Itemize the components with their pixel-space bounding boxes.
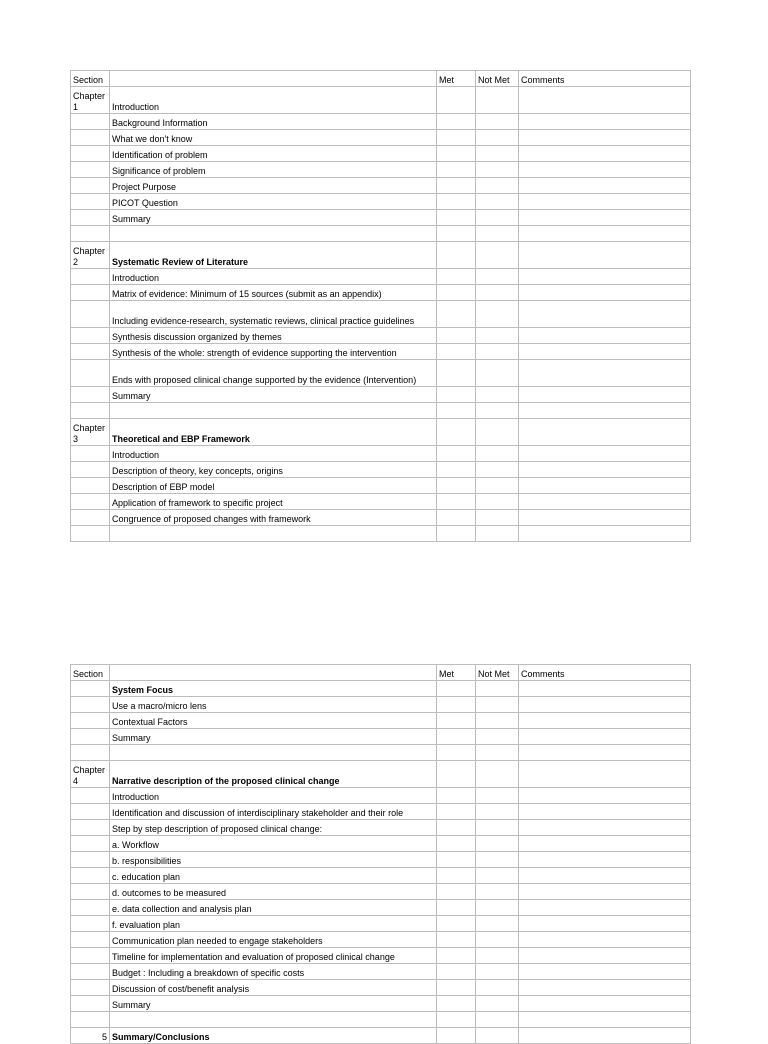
item-cell — [110, 226, 437, 242]
table-row — [71, 1028, 691, 1044]
section-cell — [71, 788, 110, 804]
table-row — [71, 900, 691, 916]
not-met-cell[interactable] — [476, 178, 519, 194]
table-row — [71, 948, 691, 964]
comments-cell[interactable] — [519, 1012, 691, 1028]
comments-cell[interactable] — [519, 130, 691, 146]
item-cell: Budget : Including a breakdown of specific costs — [110, 964, 437, 980]
comments-cell[interactable] — [519, 478, 691, 494]
item-cell: f. evaluation plan — [110, 916, 437, 932]
section-cell — [71, 1012, 110, 1028]
table-row — [71, 87, 691, 114]
item-cell: Project Purpose — [110, 178, 437, 194]
not-met-cell[interactable] — [476, 916, 519, 932]
not-met-cell[interactable] — [476, 761, 519, 788]
comments-cell[interactable] — [519, 419, 691, 446]
not-met-cell[interactable] — [476, 1012, 519, 1028]
item-cell: Summary/Conclusions — [110, 1028, 437, 1044]
not-met-cell[interactable] — [476, 162, 519, 178]
table-row — [71, 494, 691, 510]
section-cell — [71, 729, 110, 745]
met-cell[interactable] — [437, 697, 476, 713]
item-cell: Ends with proposed clinical change supported by the evidence (Intervention) — [110, 360, 437, 387]
rubric-table-1 — [70, 70, 691, 542]
section-cell — [71, 900, 110, 916]
table-row — [71, 804, 691, 820]
section-cell — [71, 884, 110, 900]
comments-cell[interactable] — [519, 681, 691, 697]
section-cell — [71, 526, 110, 542]
table-row — [71, 884, 691, 900]
met-cell[interactable] — [437, 729, 476, 745]
table-row — [71, 114, 691, 130]
met-cell[interactable] — [437, 162, 476, 178]
not-met-cell[interactable] — [476, 226, 519, 242]
section-cell — [71, 344, 110, 360]
item-cell: Narrative description of the proposed clinical change — [110, 761, 437, 788]
met-cell[interactable] — [437, 1012, 476, 1028]
comments-cell[interactable] — [519, 788, 691, 804]
item-cell: Congruence of proposed changes with framework — [110, 510, 437, 526]
table-row — [71, 285, 691, 301]
section-cell — [71, 697, 110, 713]
section-cell — [71, 226, 110, 242]
table-row — [71, 761, 691, 788]
met-cell[interactable] — [437, 804, 476, 820]
item-cell: Matrix of evidence: Minimum of 15 sources (submit as an appendix) — [110, 285, 437, 301]
item-cell: Synthesis of the whole: strength of evidence supporting the intervention — [110, 344, 437, 360]
section-cell — [71, 269, 110, 285]
section-cell — [71, 301, 110, 328]
item-cell: Significance of problem — [110, 162, 437, 178]
comments-cell[interactable] — [519, 948, 691, 964]
item-cell: Communication plan needed to engage stakeholders — [110, 932, 437, 948]
met-cell[interactable] — [437, 745, 476, 761]
header-met: Met — [437, 665, 476, 681]
not-met-cell[interactable] — [476, 788, 519, 804]
not-met-cell[interactable] — [476, 948, 519, 964]
item-cell: What we don't know — [110, 130, 437, 146]
met-cell[interactable] — [437, 494, 476, 510]
section-cell — [71, 964, 110, 980]
section-cell — [71, 387, 110, 403]
header-not-met: Not Met — [476, 665, 519, 681]
table-row — [71, 446, 691, 462]
comments-cell[interactable] — [519, 745, 691, 761]
met-cell[interactable] — [437, 301, 476, 328]
table-row — [71, 301, 691, 328]
item-cell: Application of framework to specific project — [110, 494, 437, 510]
met-cell[interactable] — [437, 130, 476, 146]
section-cell: Chapter 1 — [71, 87, 110, 114]
not-met-cell[interactable] — [476, 836, 519, 852]
table-row — [71, 868, 691, 884]
not-met-cell[interactable] — [476, 745, 519, 761]
table-row — [71, 146, 691, 162]
item-cell: Introduction — [110, 87, 437, 114]
section-cell — [71, 194, 110, 210]
table-row — [71, 130, 691, 146]
table-row — [71, 526, 691, 542]
comments-cell[interactable] — [519, 900, 691, 916]
section-cell — [71, 328, 110, 344]
not-met-cell[interactable] — [476, 360, 519, 387]
not-met-cell[interactable] — [476, 446, 519, 462]
item-cell: Identification and discussion of interdisciplinary stakeholder and their role — [110, 804, 437, 820]
met-cell[interactable] — [437, 510, 476, 526]
table-row — [71, 419, 691, 446]
section-cell — [71, 852, 110, 868]
section-cell — [71, 996, 110, 1012]
not-met-cell[interactable] — [476, 301, 519, 328]
met-cell[interactable] — [437, 980, 476, 996]
comments-cell[interactable] — [519, 713, 691, 729]
table-row — [71, 697, 691, 713]
met-cell[interactable] — [437, 836, 476, 852]
not-met-cell[interactable] — [476, 900, 519, 916]
item-cell: Summary — [110, 729, 437, 745]
section-cell — [71, 916, 110, 932]
table-row — [71, 745, 691, 761]
section-cell — [71, 713, 110, 729]
item-cell: Including evidence-research, systematic reviews, clinical practice guidelines — [110, 301, 437, 328]
rubric-table-2 — [70, 664, 691, 1044]
item-cell: Background Information — [110, 114, 437, 130]
comments-cell[interactable] — [519, 852, 691, 868]
table-row — [71, 729, 691, 745]
met-cell[interactable] — [437, 446, 476, 462]
met-cell[interactable] — [437, 713, 476, 729]
comments-cell[interactable] — [519, 328, 691, 344]
section-cell: Chapter 2 — [71, 242, 110, 269]
comments-cell[interactable] — [519, 964, 691, 980]
header-row — [71, 665, 691, 681]
section-cell — [71, 403, 110, 419]
table-row — [71, 713, 691, 729]
comments-cell[interactable] — [519, 494, 691, 510]
not-met-cell[interactable] — [476, 344, 519, 360]
item-cell: Synthesis discussion organized by themes — [110, 328, 437, 344]
section-cell — [71, 114, 110, 130]
met-cell[interactable] — [437, 964, 476, 980]
item-cell: Identification of problem — [110, 146, 437, 162]
met-cell[interactable] — [437, 948, 476, 964]
section-cell: Chapter 3 — [71, 419, 110, 446]
comments-cell[interactable] — [519, 178, 691, 194]
table-row — [71, 836, 691, 852]
table-row — [71, 996, 691, 1012]
header-comments: Comments — [519, 665, 691, 681]
table-row — [71, 360, 691, 387]
item-cell: Summary — [110, 210, 437, 226]
section-cell: 5 — [71, 1028, 110, 1044]
not-met-cell[interactable] — [476, 964, 519, 980]
comments-cell[interactable] — [519, 162, 691, 178]
not-met-cell[interactable] — [476, 852, 519, 868]
met-cell[interactable] — [437, 868, 476, 884]
met-cell[interactable] — [437, 526, 476, 542]
not-met-cell[interactable] — [476, 462, 519, 478]
not-met-cell[interactable] — [476, 419, 519, 446]
item-cell: Discussion of cost/benefit analysis — [110, 980, 437, 996]
table-row — [71, 478, 691, 494]
item-cell: Description of EBP model — [110, 478, 437, 494]
header-met: Met — [437, 71, 476, 87]
item-cell: Summary — [110, 387, 437, 403]
comments-cell[interactable] — [519, 87, 691, 114]
table-row — [71, 852, 691, 868]
not-met-cell[interactable] — [476, 403, 519, 419]
item-cell: Summary — [110, 996, 437, 1012]
met-cell[interactable] — [437, 462, 476, 478]
table-row — [71, 932, 691, 948]
table-row — [71, 980, 691, 996]
item-cell: Step by step description of proposed clinical change: — [110, 820, 437, 836]
item-cell: c. education plan — [110, 868, 437, 884]
met-cell[interactable] — [437, 852, 476, 868]
item-cell: Use a macro/micro lens — [110, 697, 437, 713]
not-met-cell[interactable] — [476, 713, 519, 729]
comments-cell[interactable] — [519, 510, 691, 526]
met-cell[interactable] — [437, 387, 476, 403]
section-cell: Chapter 4 — [71, 761, 110, 788]
comments-cell[interactable] — [519, 146, 691, 162]
item-cell: Theoretical and EBP Framework — [110, 419, 437, 446]
header-not-met: Not Met — [476, 71, 519, 87]
section-cell — [71, 178, 110, 194]
table-row — [71, 328, 691, 344]
header-comments: Comments — [519, 71, 691, 87]
section-cell — [71, 478, 110, 494]
not-met-cell[interactable] — [476, 980, 519, 996]
section-cell — [71, 130, 110, 146]
comments-cell[interactable] — [519, 884, 691, 900]
section-cell — [71, 446, 110, 462]
table-row — [71, 242, 691, 269]
table-row — [71, 269, 691, 285]
table-row — [71, 916, 691, 932]
met-cell[interactable] — [437, 269, 476, 285]
met-cell[interactable] — [437, 210, 476, 226]
not-met-cell[interactable] — [476, 130, 519, 146]
comments-cell[interactable] — [519, 820, 691, 836]
comments-cell[interactable] — [519, 932, 691, 948]
met-cell[interactable] — [437, 900, 476, 916]
comments-cell[interactable] — [519, 387, 691, 403]
table-row — [71, 194, 691, 210]
comments-cell[interactable] — [519, 301, 691, 328]
item-cell: b. responsibilities — [110, 852, 437, 868]
section-cell — [71, 804, 110, 820]
comments-cell[interactable] — [519, 1028, 691, 1044]
item-cell — [110, 745, 437, 761]
section-cell — [71, 948, 110, 964]
met-cell[interactable] — [437, 344, 476, 360]
section-cell — [71, 210, 110, 226]
comments-cell[interactable] — [519, 446, 691, 462]
comments-cell[interactable] — [519, 269, 691, 285]
not-met-cell[interactable] — [476, 697, 519, 713]
item-cell — [110, 526, 437, 542]
comments-cell[interactable] — [519, 242, 691, 269]
section-cell — [71, 462, 110, 478]
not-met-cell[interactable] — [476, 194, 519, 210]
met-cell[interactable] — [437, 242, 476, 269]
table-row — [71, 510, 691, 526]
comments-cell[interactable] — [519, 210, 691, 226]
comments-cell[interactable] — [519, 462, 691, 478]
not-met-cell[interactable] — [476, 328, 519, 344]
section-cell — [71, 494, 110, 510]
not-met-cell[interactable] — [476, 269, 519, 285]
item-cell: Timeline for implementation and evaluation of proposed clinical change — [110, 948, 437, 964]
not-met-cell[interactable] — [476, 285, 519, 301]
item-cell: Introduction — [110, 269, 437, 285]
met-cell[interactable] — [437, 360, 476, 387]
table-row — [71, 178, 691, 194]
met-cell[interactable] — [437, 178, 476, 194]
met-cell[interactable] — [437, 285, 476, 301]
item-cell: System Focus — [110, 681, 437, 697]
not-met-cell[interactable] — [476, 510, 519, 526]
met-cell[interactable] — [437, 996, 476, 1012]
section-cell — [71, 285, 110, 301]
not-met-cell[interactable] — [476, 387, 519, 403]
header-row — [71, 71, 691, 87]
comments-cell[interactable] — [519, 980, 691, 996]
met-cell[interactable] — [437, 916, 476, 932]
table-row — [71, 226, 691, 242]
comments-cell[interactable] — [519, 729, 691, 745]
met-cell[interactable] — [437, 194, 476, 210]
section-cell — [71, 820, 110, 836]
item-cell: Systematic Review of Literature — [110, 242, 437, 269]
section-cell — [71, 932, 110, 948]
not-met-cell[interactable] — [476, 494, 519, 510]
comments-cell[interactable] — [519, 697, 691, 713]
met-cell[interactable] — [437, 146, 476, 162]
met-cell[interactable] — [437, 114, 476, 130]
not-met-cell[interactable] — [476, 681, 519, 697]
met-cell[interactable] — [437, 788, 476, 804]
section-cell — [71, 980, 110, 996]
comments-cell[interactable] — [519, 526, 691, 542]
section-cell — [71, 360, 110, 387]
table-row — [71, 788, 691, 804]
comments-cell[interactable] — [519, 360, 691, 387]
comments-cell[interactable] — [519, 194, 691, 210]
comments-cell[interactable] — [519, 916, 691, 932]
section-cell — [71, 510, 110, 526]
table-row — [71, 162, 691, 178]
not-met-cell[interactable] — [476, 804, 519, 820]
table-row — [71, 462, 691, 478]
section-cell — [71, 868, 110, 884]
item-cell — [110, 403, 437, 419]
not-met-cell[interactable] — [476, 478, 519, 494]
table-row — [71, 820, 691, 836]
not-met-cell[interactable] — [476, 996, 519, 1012]
not-met-cell[interactable] — [476, 526, 519, 542]
section-cell — [71, 162, 110, 178]
not-met-cell[interactable] — [476, 884, 519, 900]
comments-cell[interactable] — [519, 226, 691, 242]
header-item — [110, 71, 437, 87]
section-cell — [71, 681, 110, 697]
met-cell[interactable] — [437, 328, 476, 344]
section-cell — [71, 146, 110, 162]
met-cell[interactable] — [437, 820, 476, 836]
item-cell: Contextual Factors — [110, 713, 437, 729]
not-met-cell[interactable] — [476, 1028, 519, 1044]
met-cell[interactable] — [437, 681, 476, 697]
met-cell[interactable] — [437, 403, 476, 419]
item-cell: e. data collection and analysis plan — [110, 900, 437, 916]
item-cell: Description of theory, key concepts, origins — [110, 462, 437, 478]
comments-cell[interactable] — [519, 836, 691, 852]
comments-cell[interactable] — [519, 403, 691, 419]
met-cell[interactable] — [437, 761, 476, 788]
met-cell[interactable] — [437, 419, 476, 446]
comments-cell[interactable] — [519, 285, 691, 301]
met-cell[interactable] — [437, 87, 476, 114]
comments-cell[interactable] — [519, 114, 691, 130]
header-section: Section — [71, 71, 110, 87]
not-met-cell[interactable] — [476, 868, 519, 884]
item-cell: PICOT Question — [110, 194, 437, 210]
section-cell — [71, 836, 110, 852]
met-cell[interactable] — [437, 884, 476, 900]
met-cell[interactable] — [437, 932, 476, 948]
met-cell[interactable] — [437, 226, 476, 242]
table-row — [71, 681, 691, 697]
comments-cell[interactable] — [519, 344, 691, 360]
not-met-cell[interactable] — [476, 114, 519, 130]
table-row — [71, 210, 691, 226]
item-cell: a. Workflow — [110, 836, 437, 852]
header-item — [110, 665, 437, 681]
comments-cell[interactable] — [519, 868, 691, 884]
met-cell[interactable] — [437, 478, 476, 494]
table-row — [71, 1012, 691, 1028]
item-cell: Introduction — [110, 788, 437, 804]
met-cell[interactable] — [437, 1028, 476, 1044]
not-met-cell[interactable] — [476, 729, 519, 745]
section-cell — [71, 745, 110, 761]
not-met-cell[interactable] — [476, 820, 519, 836]
not-met-cell[interactable] — [476, 242, 519, 269]
comments-cell[interactable] — [519, 996, 691, 1012]
item-cell: Introduction — [110, 446, 437, 462]
not-met-cell[interactable] — [476, 146, 519, 162]
table-row — [71, 344, 691, 360]
not-met-cell[interactable] — [476, 210, 519, 226]
item-cell — [110, 1012, 437, 1028]
not-met-cell[interactable] — [476, 87, 519, 114]
comments-cell[interactable] — [519, 804, 691, 820]
table-row — [71, 403, 691, 419]
table-row — [71, 387, 691, 403]
table-row — [71, 964, 691, 980]
item-cell: d. outcomes to be measured — [110, 884, 437, 900]
not-met-cell[interactable] — [476, 932, 519, 948]
header-section: Section — [71, 665, 110, 681]
comments-cell[interactable] — [519, 761, 691, 788]
